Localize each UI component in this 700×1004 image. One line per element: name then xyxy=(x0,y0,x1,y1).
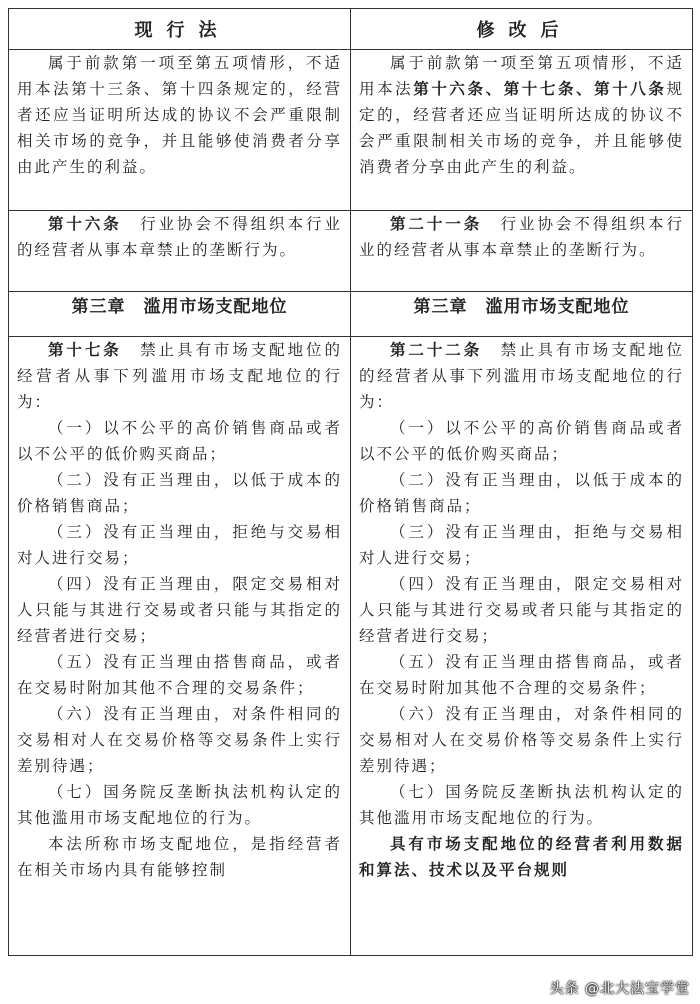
paragraph xyxy=(17,211,342,263)
article-number: 第二十二条 xyxy=(390,340,483,359)
list-item: （三）没有正当理由，拒绝与交易相对人进行交易； xyxy=(359,523,684,567)
list-item: （一）以不公平的高价销售商品或者以不公平的低价购买商品； xyxy=(359,419,684,463)
header-amended: 修改后 xyxy=(351,9,693,50)
amended-cell xyxy=(351,50,693,211)
text: 禁止具有市场支配地位的经营者从事下列滥用市场支配地位的行为： xyxy=(17,341,342,411)
header-current-law: 现行法 xyxy=(9,9,351,50)
text: 行业协会不得组织本行业的经营者从事本章禁止的垄断行为。 xyxy=(17,215,342,259)
paragraph xyxy=(359,50,684,180)
paragraph: 本法所称市场支配地位，是指经营者在相关市场内具有能够控制 xyxy=(17,835,342,879)
table-row xyxy=(9,211,693,292)
list-item: （一）以不公平的高价销售商品或者以不公平的低价购买商品； xyxy=(17,419,342,463)
article-number: 第二十一条 xyxy=(390,214,483,233)
amended-cell xyxy=(351,211,693,292)
header-row xyxy=(9,9,693,50)
current-law-cell xyxy=(9,211,351,292)
list-item: （五）没有正当理由搭售商品，或者在交易时附加其他不合理的交易条件； xyxy=(359,653,684,697)
list-item: （五）没有正当理由搭售商品，或者在交易时附加其他不合理的交易条件； xyxy=(17,653,342,697)
text: 禁止具有市场支配地位的经营者从事下列滥用市场支配地位的行为： xyxy=(359,341,684,411)
chapter-row xyxy=(9,292,693,337)
list-item: （二）没有正当理由，以低于成本的价格销售商品； xyxy=(17,471,342,515)
text: 行业协会不得组织本行业的经营者从事本章禁止的垄断行为。 xyxy=(359,215,684,259)
amended-cell xyxy=(351,337,693,956)
table-row xyxy=(9,337,693,956)
text: 属于前款第一项至第五项情形，不适用本法 xyxy=(359,54,684,98)
list-item: （三）没有正当理由，拒绝与交易相对人进行交易； xyxy=(17,523,342,567)
text: 规定的，经营者还应当证明所达成的协议不会严重限制相关市场的竞争，并且能够使消费者分享由此产生的利益。 xyxy=(359,80,684,176)
paragraph xyxy=(359,337,684,415)
current-law-cell xyxy=(9,337,351,956)
watermark: 头条 @北大法宝学堂 xyxy=(549,981,690,997)
chapter-title-amended: 第三章 滥用市场支配地位 xyxy=(351,292,693,337)
paragraph xyxy=(17,337,342,415)
paragraph xyxy=(359,211,684,263)
current-law-cell xyxy=(9,50,351,211)
comparison-table xyxy=(8,8,693,956)
article-number: 第十六条 xyxy=(48,214,122,233)
list-item: （六）没有正当理由，对条件相同的交易相对人在交易价格等交易条件上实行差别待遇； xyxy=(17,705,342,775)
list-item: （六）没有正当理由，对条件相同的交易相对人在交易价格等交易条件上实行差别待遇； xyxy=(359,705,684,775)
paragraph: 属于前款第一项至第五项情形，不适用本法第十三条、第十四条规定的，经营者还应当证明所达成的协议不会严重限制相关市场的竞争，并且能够使消费者分享由此产生的利益。 xyxy=(17,54,342,176)
article-number: 第十七条 xyxy=(48,340,122,359)
list-item: （四）没有正当理由，限定交易相对人只能与其进行交易或者只能与其指定的经营者进行交易； xyxy=(359,575,684,645)
list-item: （二）没有正当理由，以低于成本的价格销售商品； xyxy=(359,471,684,515)
list-item: （七）国务院反垄断执法机构认定的其他滥用市场支配地位的行为。 xyxy=(359,783,684,827)
list-item: （四）没有正当理由，限定交易相对人只能与其进行交易或者只能与其指定的经营者进行交易； xyxy=(17,575,342,645)
chapter-title-current: 第三章 滥用市场支配地位 xyxy=(9,292,351,337)
highlighted-text: 第十六条、第十七条、第十八条 xyxy=(413,79,667,98)
list-item: （七）国务院反垄断执法机构认定的其他滥用市场支配地位的行为。 xyxy=(17,783,342,827)
highlighted-paragraph: 具有市场支配地位的经营者利用数据和算法、技术以及平台规则 xyxy=(359,834,684,879)
table-row xyxy=(9,50,693,211)
